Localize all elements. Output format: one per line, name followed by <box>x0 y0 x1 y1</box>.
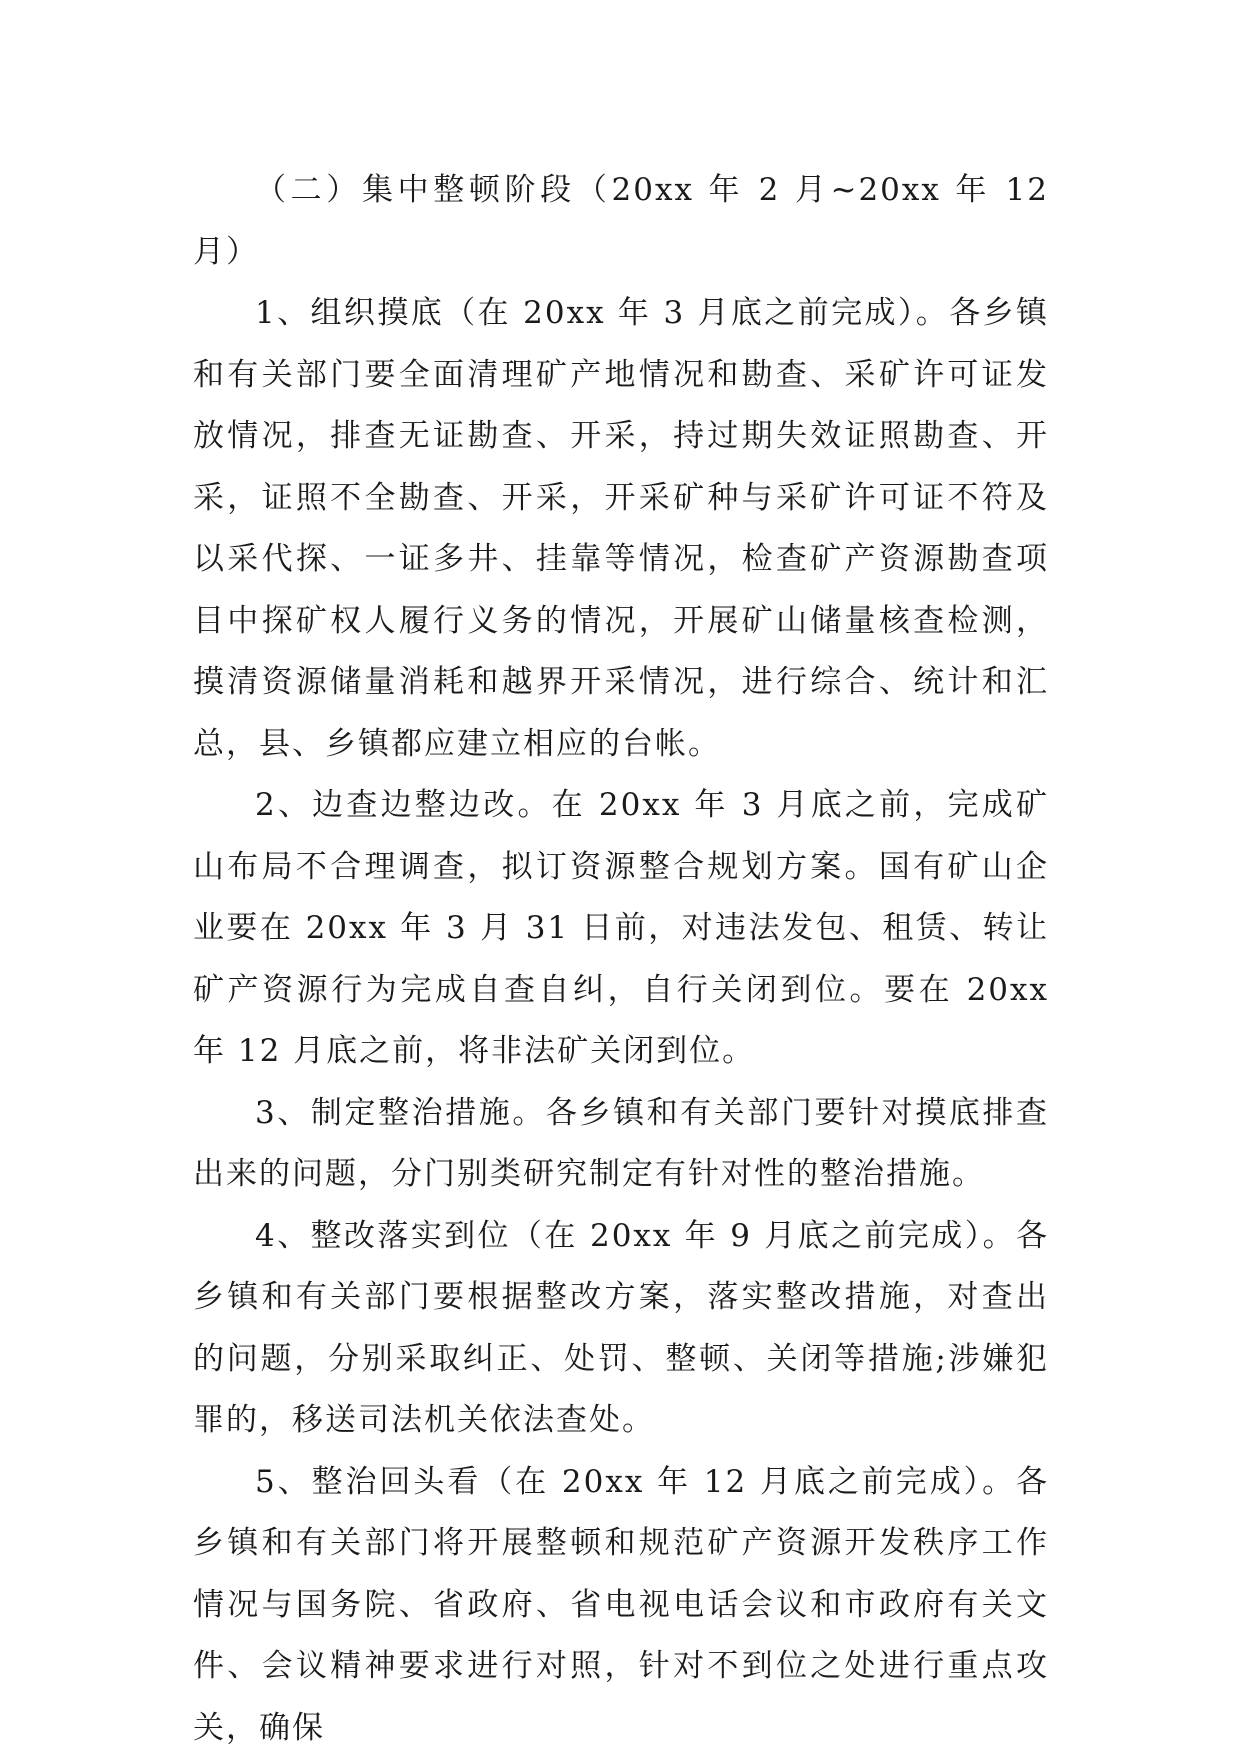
paragraph-1: 1、组织摸底（在 20xx 年 3 月底之前完成）。各乡镇和有关部门要全面清理矿产地情况和勘查、采矿许可证发放情况，排查无证勘查、开采，持过期失效证照勘查、开采，证照不全勘查、开采，开采矿种与采矿许可证不符及以采代探、一证多井、挂靠等情况，检查矿产资源勘查项目中探矿权人履行义务的情况，开展矿山储量核查检测，摸清资源储量消耗和越界开采情况，进行综合、统计和汇总，县、乡镇都应建立相应的台帐。 <box>193 283 1049 775</box>
paragraph-5: 5、整治回头看（在 20xx 年 12 月底之前完成）。各乡镇和有关部门将开展整顿和规范矿产资源开发秩序工作情况与国务院、省政府、省电视电话会议和市政府有关文件、会议精神要求进行对照，针对不到位之处进行重点攻关，确保 <box>193 1452 1049 1759</box>
paragraph-3: 3、制定整治措施。各乡镇和有关部门要针对摸底排查出来的问题，分门别类研究制定有针对性的整治措施。 <box>193 1083 1049 1206</box>
paragraph-4: 4、整改落实到位（在 20xx 年 9 月底之前完成）。各乡镇和有关部门要根据整改方案，落实整改措施，对查出的问题，分别采取纠正、处罚、整顿、关闭等措施;涉嫌犯罪的，移送司法机关依法查处。 <box>193 1206 1049 1452</box>
document-page <box>193 160 1049 1759</box>
paragraph-2: 2、边查边整边改。在 20xx 年 3 月底之前，完成矿山布局不合理调查，拟订资源整合规划方案。国有矿山企业要在 20xx 年 3 月 31 日前，对违法发包、租赁、转让矿产资源行为完成自查自纠，自行关闭到位。要在 20xx 年 12 月底之前，将非法矿关闭到位。 <box>193 775 1049 1083</box>
section-heading: （二）集中整顿阶段（20xx 年 2 月~20xx 年 12 月） <box>193 160 1049 283</box>
